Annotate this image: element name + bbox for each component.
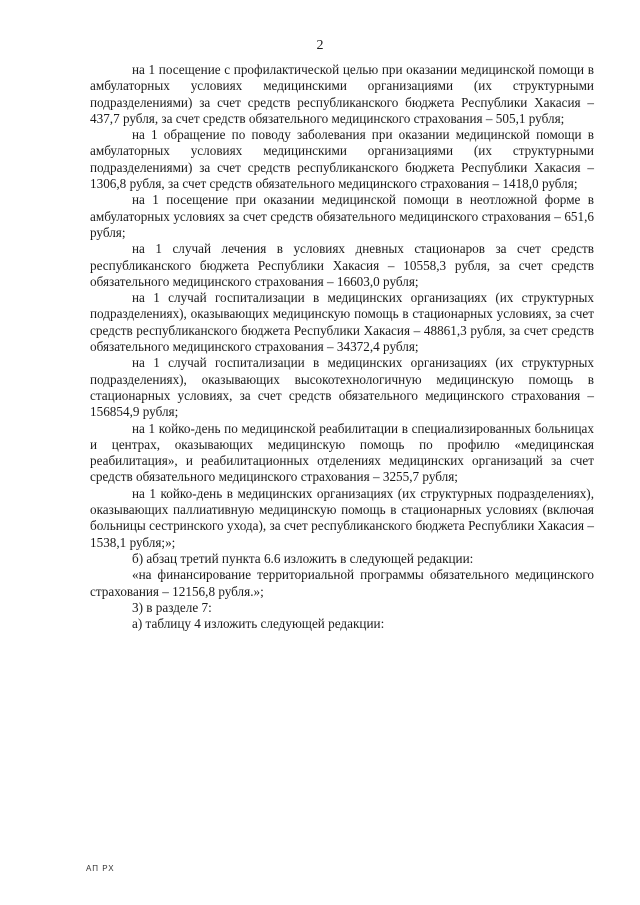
paragraph: б) абзац третий пункта 6.6 изложить в следующей редакции:	[132, 550, 474, 566]
paragraph: на 1 посещение с профилактической целью при оказании медицинской помощи в амбулаторных условиях медицинскими организациями (их структурными подразделениями) за счет средств республиканского бюджета Республики Хакасия – 437,7 рубля, за счет средств обязательного медицинского страхования – 505,1 рубля;	[90, 62, 594, 126]
footer-mark: АП РХ	[86, 864, 115, 873]
document-body	[90, 62, 594, 632]
paragraph: на 1 койко-день по медицинской реабилитации в специализированных больницах и центрах, оказывающих медицинскую помощь по профилю «медицинская реабилитация», и реабилитационных отделениях медицинских организаций за счет средств обязательного медицинского страхования – 3255,7 рубля;	[90, 420, 594, 485]
paragraph: на 1 случай лечения в условиях дневных стационаров за счет средств республиканского бюджета Республики Хакасия – 10558,3 рубля, за счет средств обязательного медицинского страхования – 16603,0 рубля;	[90, 241, 594, 289]
paragraph: на 1 случай госпитализации в медицинских организациях (их структурных подразделениях), оказывающих высокотехнологичную медицинскую помощь в стационарных условиях, за счет средств обязательного медицинского страхования – 156854,9 рубля;	[90, 355, 594, 420]
paragraph: на 1 койко-день в медицинских организациях (их структурных подразделениях), оказывающих паллиативную медицинскую помощь в стационарных условиях (включая больницы сестринского ухода), за счет республиканского бюджета Республики Хакасия – 1538,1 рубля;»;	[90, 485, 594, 550]
page-number: 2	[316, 38, 324, 53]
paragraph: «на финансирование территориальной программы обязательного медицинского страхования – 12156,8 рубля.»;	[90, 567, 594, 599]
paragraph: на 1 случай госпитализации в медицинских организациях (их структурных подразделениях), оказывающих медицинскую помощь в стационарных условиях, за счет средств республиканского бюджета Республики Хакасия – 48861,3 рубля, за счет средств обязательного медицинского страхования – 34372,4 рубля;	[90, 290, 594, 355]
paragraph: на 1 обращение по поводу заболевания при оказании медицинской помощи в амбулаторных условиях медицинскими организациями (их структурными подразделениями) за счет средств республиканского бюджета Республики Хакасия – 1306,8 рубля, за счет средств обязательного медицинского страхования – 1418,0 рубля;	[90, 127, 594, 192]
paragraph: а) таблицу 4 изложить следующей редакции:	[132, 616, 385, 632]
paragraph: 3) в разделе 7:	[132, 599, 212, 615]
paragraph: на 1 посещение при оказании медицинской помощи в неотложной форме в амбулаторных условиях за счет средств обязательного медицинского страхования – 651,6 рубля;	[90, 192, 594, 240]
